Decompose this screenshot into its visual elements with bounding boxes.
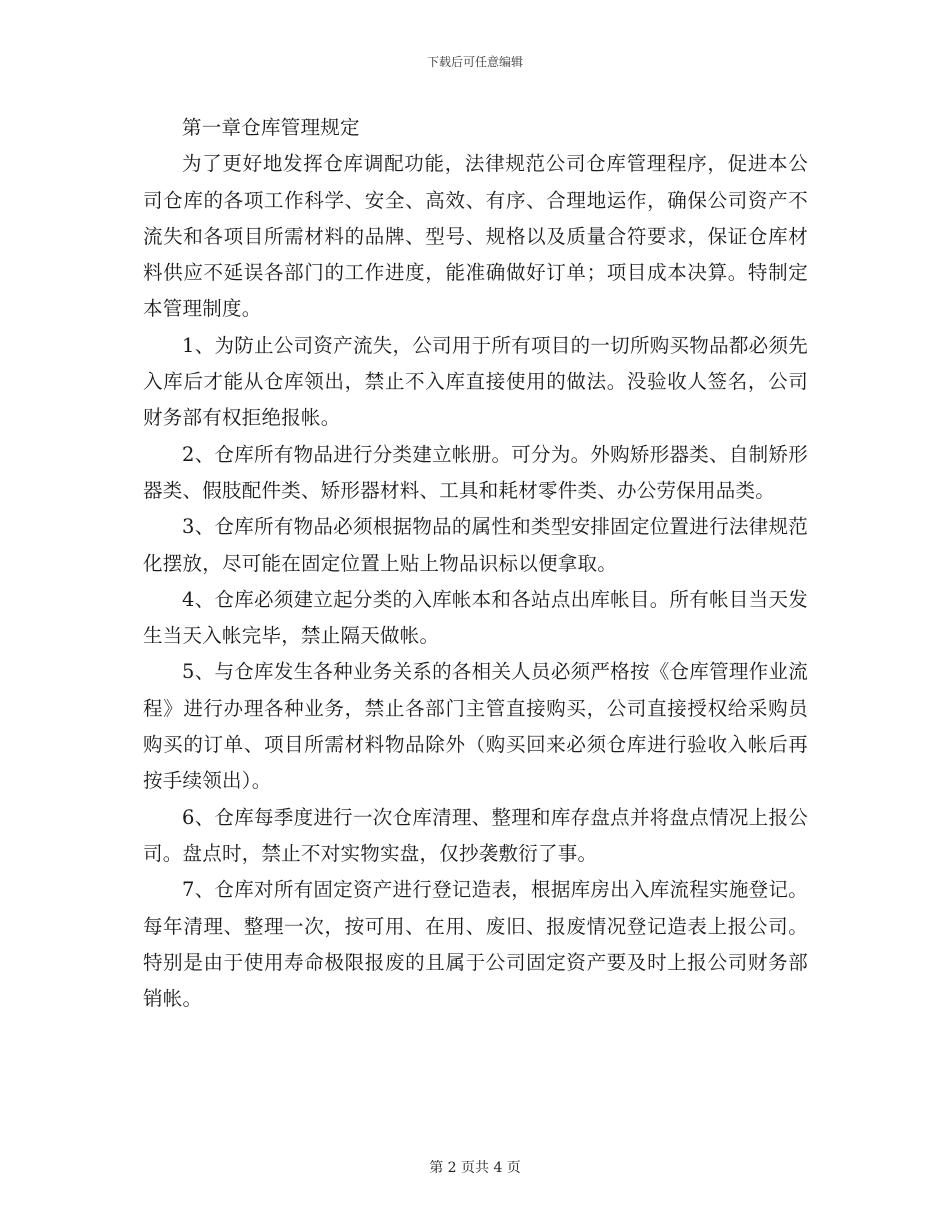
rule-paragraph-7: 7、仓库对所有固定资产进行登记造表，根据库房出入库流程实施登记。每年清理、整理一次，按可用、在用、废旧、报废情况登记造表上报公司。特别是由于使用寿命极限报废的且属于公司固定资产要及时上报公司财务部销帐。 <box>143 878 808 1011</box>
rule-paragraph-5: 5、与仓库发生各种业务关系的各相关人员必须严格按《仓库管理作业流程》进行办理各种业务，禁止各部门主管直接购买，公司直接授权给采购员购买的订单、项目所需材料物品除外（购买回来必须仓库进行验收入帐后再按手续领出）。 <box>143 660 808 793</box>
chapter-title: 第一章仓库管理规定 <box>182 116 360 139</box>
intro-paragraph: 为了更好地发挥仓库调配功能，法律规范公司仓库管理程序，促进本公司仓库的各项工作科学、安全、高效、有序、合理地运作，确保公司资产不流失和各项目所需材料的品牌、型号、规格以及质量合符要求，保证仓库材料供应不延误各部门的工作进度，能准确做好订单；项目成本决算。特制定本管理制度。 <box>143 152 808 321</box>
rule-paragraph-1: 1、为防止公司资产流失，公司用于所有项目的一切所购买物品都必须先入库后才能从仓库领出，禁止不入库直接使用的做法。没验收人签名，公司财务部有权拒绝报帐。 <box>143 333 808 430</box>
rule-paragraph-2: 2、仓库所有物品进行分类建立帐册。可分为。外购矫形器类、自制矫形器类、假肢配件类、矫形器材料、工具和耗材零件类、办公劳保用品类。 <box>143 442 808 502</box>
rule-paragraph-6: 6、仓库每季度进行一次仓库清理、整理和库存盘点并将盘点情况上报公司。盘点时，禁止不对实物实盘，仅抄袭敷衍了事。 <box>143 805 808 865</box>
page-header: 下载后可任意编辑 <box>426 55 523 69</box>
document-body <box>143 110 808 1017</box>
rule-paragraph-4: 4、仓库必须建立起分类的入库帐本和各站点出库帐目。所有帐目当天发生当天入帐完毕，禁止隔天做帐。 <box>143 587 808 648</box>
page-footer: 第 2 页共 4 页 <box>429 1160 521 1176</box>
rule-paragraph-3: 3、仓库所有物品必须根据物品的属性和类型安排固定位置进行法律规范化摆放，尽可能在固定位置上贴上物品识标以便拿取。 <box>143 515 808 575</box>
